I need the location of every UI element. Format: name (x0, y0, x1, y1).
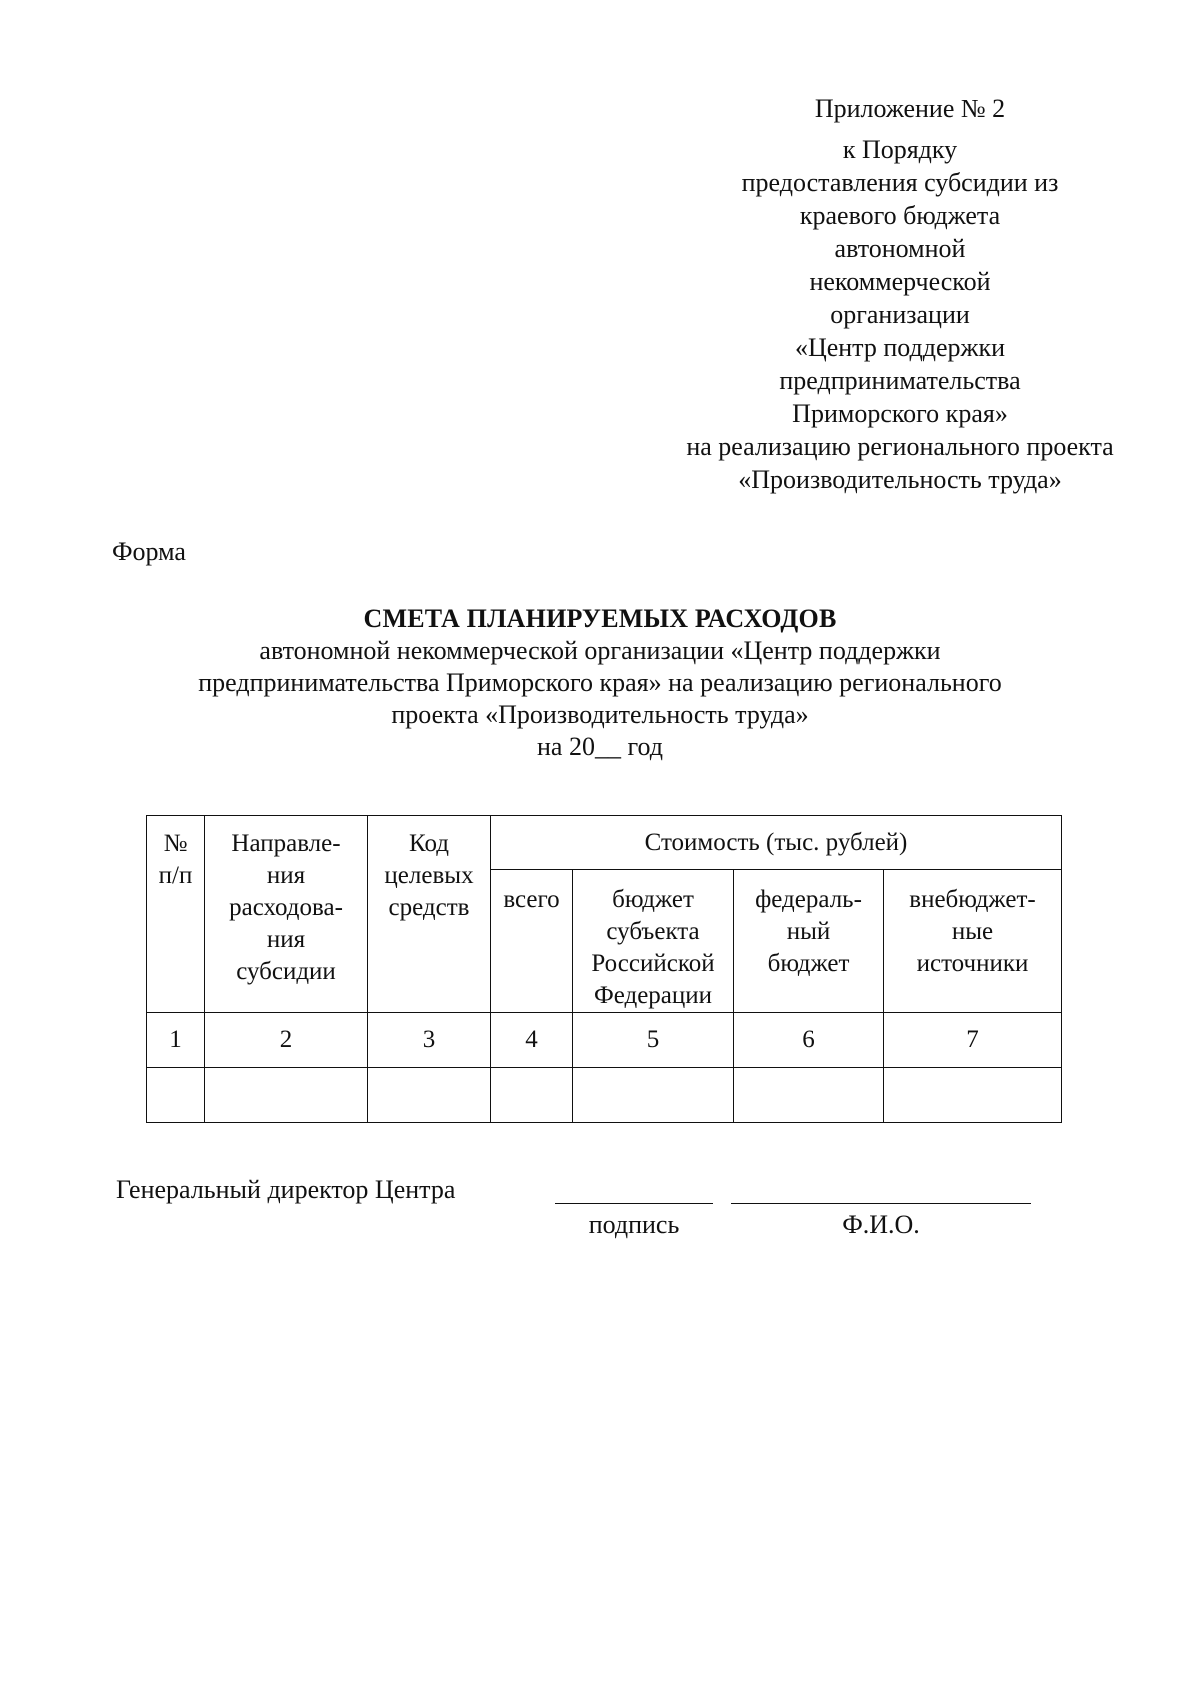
appendix-line: предоставления субсидии из (741, 168, 1059, 197)
empty-cell (573, 1068, 734, 1123)
header-text: Код (409, 830, 449, 857)
header-text: бюджет (612, 886, 694, 913)
empty-cell (205, 1068, 368, 1123)
header-regional-budget (573, 870, 734, 1013)
column-number: 7 (884, 1013, 1062, 1068)
estimate-table (146, 815, 1062, 1123)
heading-line: проекта «Производительность труда» (391, 700, 809, 729)
header-total (491, 870, 573, 1013)
header-text: ния (266, 862, 306, 889)
signatory-position: Генеральный директор Центра (116, 1175, 456, 1204)
column-number: 5 (573, 1013, 734, 1068)
form-label: Форма (112, 537, 186, 566)
header-text: федераль- (755, 886, 862, 913)
appendix-line: организации (830, 300, 970, 329)
appendix-line: «Производительность труда» (738, 465, 1062, 494)
column-number: 2 (205, 1013, 368, 1068)
empty-cell (734, 1068, 884, 1123)
appendix-block (640, 92, 1160, 496)
empty-cell (368, 1068, 491, 1123)
empty-cell (147, 1068, 205, 1123)
column-number: 3 (368, 1013, 491, 1068)
header-text: № (163, 830, 188, 857)
column-number: 4 (491, 1013, 573, 1068)
header-text: бюджет (767, 950, 850, 977)
name-caption: Ф.И.О. (842, 1210, 920, 1239)
header-text: ный (786, 918, 831, 945)
header-text: всего (503, 886, 560, 913)
appendix-line: Приморского края» (792, 399, 1008, 428)
appendix-line: предпринимательства (779, 366, 1021, 395)
header-direction (205, 816, 368, 1013)
header-cost-group: Стоимость (тыс. рублей) (491, 816, 1062, 870)
appendix-line: к Порядку (842, 135, 958, 164)
header-text: ния (266, 926, 306, 953)
column-number-row (147, 1013, 1062, 1068)
column-number: 1 (147, 1013, 205, 1068)
header-text: субъекта (606, 918, 700, 945)
name-line (731, 1203, 1031, 1204)
appendix-line: некоммерческой (809, 267, 991, 296)
header-text: Направле- (231, 830, 341, 857)
header-num (147, 816, 205, 1013)
appendix-line: автономной (834, 234, 966, 263)
document-title: СМЕТА ПЛАНИРУЕМЫХ РАСХОДОВ (363, 604, 837, 633)
appendix-title: Приложение № 2 (814, 94, 1006, 123)
empty-data-row (147, 1068, 1062, 1123)
header-text: источники (916, 950, 1029, 977)
header-text: целевых (384, 862, 474, 889)
heading-line: предпринимательства Приморского края» на реализацию регионального (198, 668, 1002, 697)
header-text: Российской (591, 950, 715, 977)
appendix-line: на реализацию регионального проекта (686, 432, 1114, 461)
column-number: 6 (734, 1013, 884, 1068)
empty-cell (884, 1068, 1062, 1123)
header-text: внебюджет- (909, 886, 1036, 913)
header-code (368, 816, 491, 1013)
header-text: ные (951, 918, 994, 945)
header-text: Федерации (593, 982, 713, 1009)
appendix-line: краевого бюджета (799, 201, 1001, 230)
signature-line (555, 1203, 713, 1204)
header-federal-budget (734, 870, 884, 1013)
header-text: средств (388, 894, 470, 921)
document-heading (0, 603, 1200, 763)
heading-year: на 20__ год (537, 732, 663, 761)
signature-caption: подпись (588, 1210, 680, 1239)
appendix-line: «Центр поддержки (794, 333, 1006, 362)
empty-cell (491, 1068, 573, 1123)
header-text: расходова- (229, 894, 343, 921)
header-text: субсидии (236, 958, 336, 985)
heading-line: автономной некоммерческой организации «Центр поддержки (259, 636, 941, 665)
header-extrabudgetary (884, 870, 1062, 1013)
header-text: п/п (158, 862, 193, 889)
